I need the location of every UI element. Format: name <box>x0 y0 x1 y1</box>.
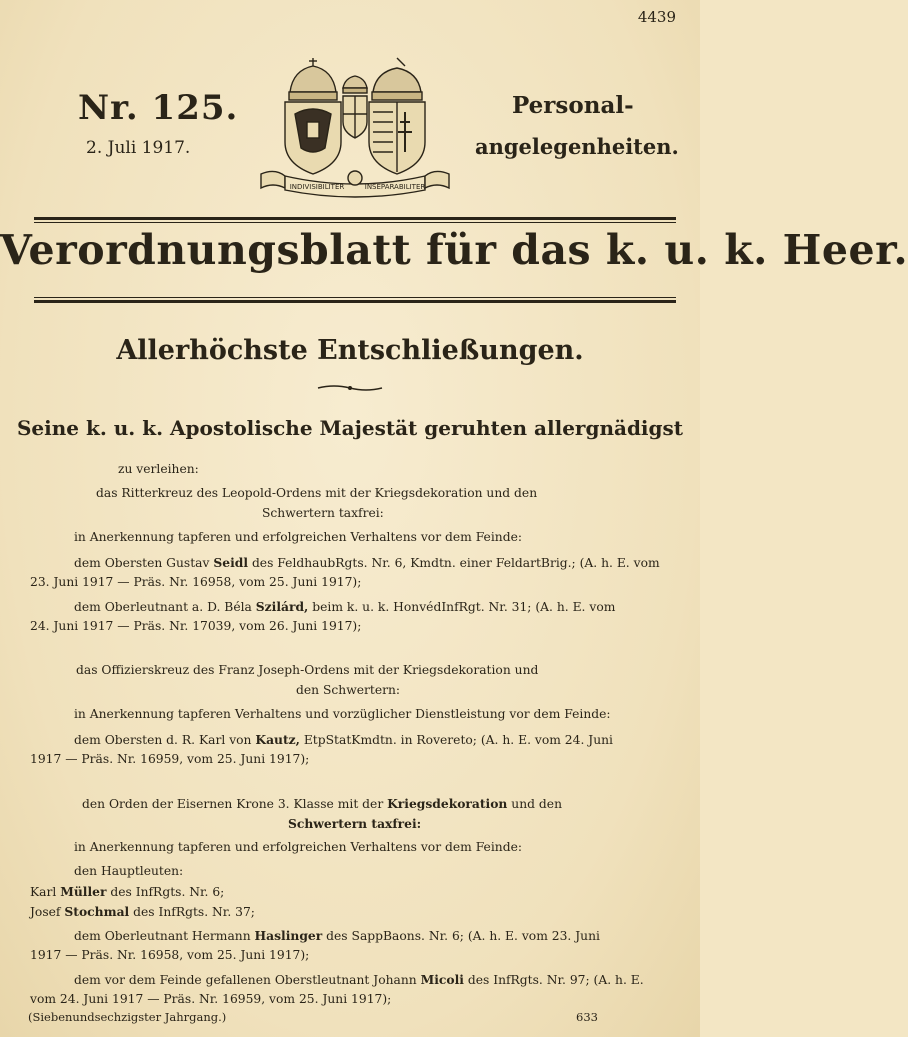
volume-footer: (Siebenundsechzigster Jahrgang.) <box>28 1010 227 1024</box>
body-line: 1917 — Präs. Nr. 16958, vom 25. Juni 1917); <box>30 948 310 962</box>
title-rule-bottom-thick <box>34 300 676 303</box>
body-line: in Anerkennung tapferen Verhaltens und vorzüglicher Dienstleistung vor dem Feinde: <box>74 707 611 721</box>
body-line: 24. Juni 1917 — Präs. Nr. 17039, vom 26. Juni 1917); <box>30 619 362 633</box>
emblem-banner-right: INSEPARABILITER <box>364 183 426 191</box>
name-haslinger: Haslinger <box>254 928 323 943</box>
body-line: Schwertern taxfrei: <box>288 816 422 831</box>
body-line: in Anerkennung tapferen und erfolgreichen Verhaltens vor dem Feinde: <box>74 530 522 544</box>
name-seidl: Seidl <box>213 555 249 570</box>
body-line: den Schwertern: <box>296 683 401 697</box>
name-kautz: Kautz, <box>255 732 300 747</box>
page-number-bottom: 633 <box>576 1010 598 1024</box>
document-title: Verordnungsblatt für das k. u. k. Heer. <box>0 226 908 274</box>
name-stochmal: Stochmal <box>64 904 130 919</box>
coat-of-arms-emblem <box>255 52 455 202</box>
body-line: 1917 — Präs. Nr. 16959, vom 25. Juni 1917); <box>30 752 310 766</box>
topic-line-2: angelegenheiten. <box>475 134 679 159</box>
body-line: vom 24. Juni 1917 — Präs. Nr. 16959, vom 25. Juni 1917); <box>30 992 392 1006</box>
ornament-divider <box>318 384 382 392</box>
body-line: Josef Stochmal des InfRgts. Nr. 37; <box>30 904 255 919</box>
body-line: dem vor dem Feinde gefallenen Oberstleutnant Johann Micoli des InfRgts. Nr. 97; (A. h. E. <box>74 972 644 987</box>
body-line: 23. Juni 1917 — Präs. Nr. 16958, vom 25. Juni 1917); <box>30 575 362 589</box>
name-micoli: Micoli <box>420 972 464 987</box>
body-line: zu verleihen: <box>118 462 199 476</box>
body-line: dem Oberleutnant a. D. Béla Szilárd, beim k. u. k. HonvédInfRgt. Nr. 31; (A. h. E. vom <box>74 599 616 614</box>
topic-line-1: Personal- <box>512 92 634 119</box>
body-line: dem Obersten d. R. Karl von Kautz, EtpStatKmdtn. in Rovereto; (A. h. E. vom 24. Juni <box>74 732 613 747</box>
title-rule-top-thin <box>34 222 676 223</box>
title-rule-top-thick <box>34 217 676 220</box>
body-line: den Orden der Eisernen Krone 3. Klasse mit der Kriegsdekoration und den <box>82 796 562 811</box>
body-line: Schwertern taxfrei: <box>262 506 384 520</box>
body-line: dem Oberleutnant Hermann Haslinger des SappBaons. Nr. 6; (A. h. E. vom 23. Juni <box>74 928 600 943</box>
name-szilard: Szilárd, <box>255 599 309 614</box>
page-number-top: 4439 <box>637 8 676 26</box>
title-rule-bottom-thin <box>34 297 676 298</box>
majesty-line: Seine k. u. k. Apostolische Majestät geruhten allergnädigst <box>16 416 684 440</box>
body-line: das Offizierskreuz des Franz Joseph-Ordens mit der Kriegsdekoration und <box>76 663 539 677</box>
issue-number: Nr. 125. <box>78 88 239 128</box>
body-line: das Ritterkreuz des Leopold-Ordens mit der Kriegsdekoration und den <box>96 486 538 500</box>
body-line: Karl Müller des InfRgts. Nr. 6; <box>30 884 225 899</box>
body-line: in Anerkennung tapferen und erfolgreichen Verhaltens vor dem Feinde: <box>74 840 522 854</box>
name-mueller: Müller <box>60 884 107 899</box>
section-heading: Allerhöchste Entschließungen. <box>116 335 584 366</box>
emblem-banner-left: INDIVISIBILITER <box>289 183 345 191</box>
issue-date: 2. Juli 1917. <box>86 138 191 158</box>
body-line: dem Obersten Gustav Seidl des FeldhaubRgts. Nr. 6, Kmdtn. einer FeldartBrig.; (A. h. E. vom <box>74 555 660 570</box>
body-line: den Hauptleuten: <box>74 864 184 878</box>
